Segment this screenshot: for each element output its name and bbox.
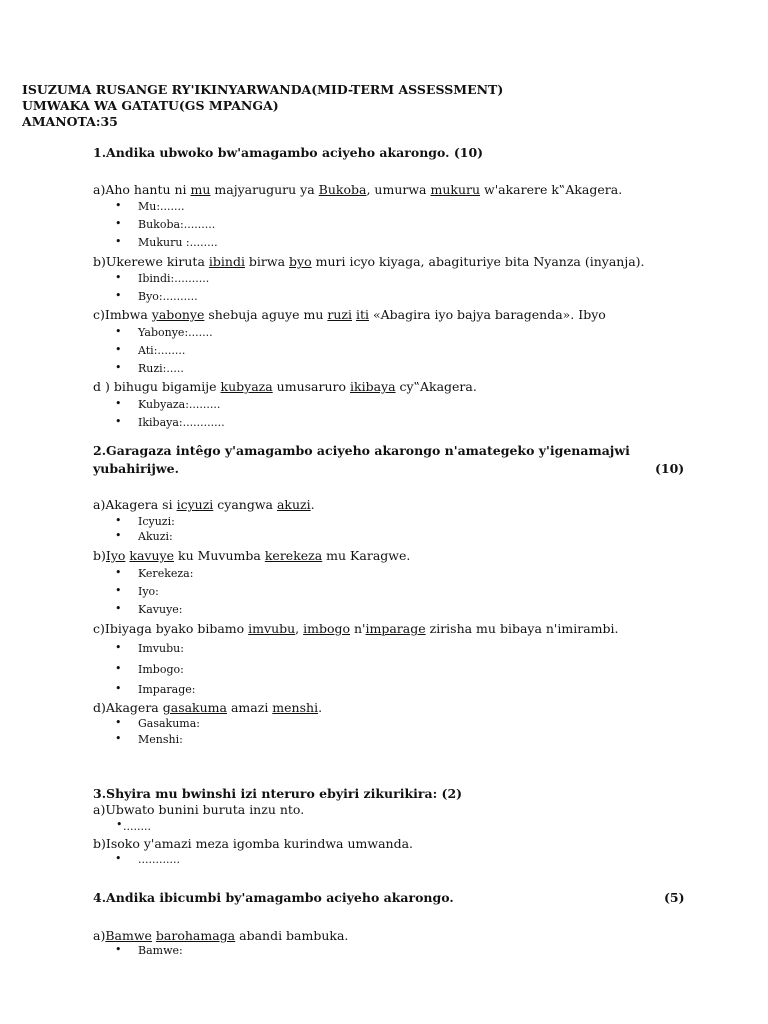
bullet-icon: • [115, 217, 122, 230]
list-item: Kerekeza: [138, 567, 194, 580]
question-2-title-cont: yubahirijwe. [93, 461, 179, 476]
list-item: ............ [138, 853, 180, 866]
list-item: Imparage: [138, 683, 196, 696]
bullet-icon: • [115, 235, 122, 248]
list-item: Ikibaya:............ [138, 416, 225, 429]
bullet-icon: • [115, 343, 122, 356]
question-4-points: (5) [664, 890, 685, 905]
question-1a-sentence: a)Aho hantu ni mu majyaruguru ya Bukoba, umurwa mukuru w'akarere k‟Akagera. [93, 182, 623, 197]
list-item: Kavuye: [138, 603, 183, 616]
bullet-icon: • [115, 716, 122, 729]
question-2a-sentence: a)Akagera si icyuzi cyangwa akuzi. [93, 497, 315, 512]
bullet-icon: • [115, 943, 122, 956]
question-4a-sentence: a)Bamwe barohamaga abandi bambuka. [93, 928, 349, 943]
question-4-title: 4.Andika ibicumbi by'amagambo aciyeho akarongo. [93, 890, 454, 905]
question-1d-sentence: d ) bihugu bigamije kubyaza umusaruro ikibaya cy‟Akagera. [93, 379, 477, 394]
list-item: Iyo: [138, 585, 159, 598]
question-2-points: (10) [655, 461, 685, 476]
bullet-icon: • [115, 325, 122, 338]
question-2c-sentence: c)Ibiyaga byako bibamo imvubu, imbogo n'imparage zirisha mu bibaya n'imirambi. [93, 621, 619, 636]
bullet-icon: • [115, 641, 122, 654]
list-item: Akuzi: [138, 530, 173, 543]
bullet-icon: • [115, 397, 122, 410]
bullet-icon: • [115, 662, 122, 675]
bullet-icon: • [115, 602, 122, 615]
question-3a-sentence: a)Ubwato bunini buruta inzu nto. [93, 802, 305, 817]
list-item: Ruzi:..... [138, 362, 184, 375]
list-item: Yabonye:....... [138, 326, 213, 339]
header-class: UMWAKA WA GATATU(GS MPANGA) [22, 98, 279, 113]
question-2d-sentence: d)Akagera gasakuma amazi menshi. [93, 700, 323, 715]
question-1c-sentence: c)Imbwa yabonye shebuja aguye mu ruzi iti «Abagira iyo bajya baragenda». Ibyo [93, 307, 606, 322]
bullet-icon: • [115, 566, 122, 579]
header-title: ISUZUMA RUSANGE RY'IKINYARWANDA(MID-TERM ASSESSMENT) [22, 82, 504, 97]
bullet-icon: • [115, 852, 122, 865]
bullet-icon: • [116, 818, 123, 831]
list-item: Bamwe: [138, 944, 183, 957]
bullet-icon: • [115, 682, 122, 695]
bullet-icon: • [115, 732, 122, 745]
list-item: Bukoba:......... [138, 218, 216, 231]
bullet-icon: • [115, 271, 122, 284]
bullet-icon: • [115, 199, 122, 212]
bullet-icon: • [115, 529, 122, 542]
list-item: Gasakuma: [138, 717, 200, 730]
question-1-title: 1.Andika ubwoko bw'amagambo aciyeho akarongo. (10) [93, 145, 484, 160]
question-2-title: 2.Garagaza intêgo y'amagambo aciyeho akarongo n'amategeko y'igenamajwi [93, 443, 630, 458]
question-3b-sentence: b)Isoko y'amazi meza igomba kurindwa umwanda. [93, 836, 414, 851]
list-item: Byo:.......... [138, 290, 198, 303]
list-item: Ibindi:.......... [138, 272, 210, 285]
list-item: ........ [123, 820, 151, 833]
question-2b-sentence: b)Iyo kavuye ku Muvumba kerekeza mu Karagwe. [93, 548, 411, 563]
bullet-icon: • [115, 289, 122, 302]
header-marks: AMANOTA:35 [22, 114, 118, 129]
list-item: Mukuru :........ [138, 236, 218, 249]
list-item: Ati:........ [138, 344, 186, 357]
bullet-icon: • [115, 514, 122, 527]
question-1b-sentence: b)Ukerewe kiruta ibindi birwa byo muri icyo kiyaga, abagituriye bita Nyanza (inyanja). [93, 254, 645, 269]
bullet-icon: • [115, 361, 122, 374]
list-item: Imbogo: [138, 663, 184, 676]
list-item: Icyuzi: [138, 515, 175, 528]
bullet-icon: • [115, 584, 122, 597]
list-item: Mu:....... [138, 200, 185, 213]
list-item: Imvubu: [138, 642, 184, 655]
question-3-title: 3.Shyira mu bwinshi izi nteruro ebyiri zikurikira: (2) [93, 786, 463, 801]
list-item: Kubyaza:......... [138, 398, 221, 411]
list-item: Menshi: [138, 733, 183, 746]
bullet-icon: • [115, 415, 122, 428]
